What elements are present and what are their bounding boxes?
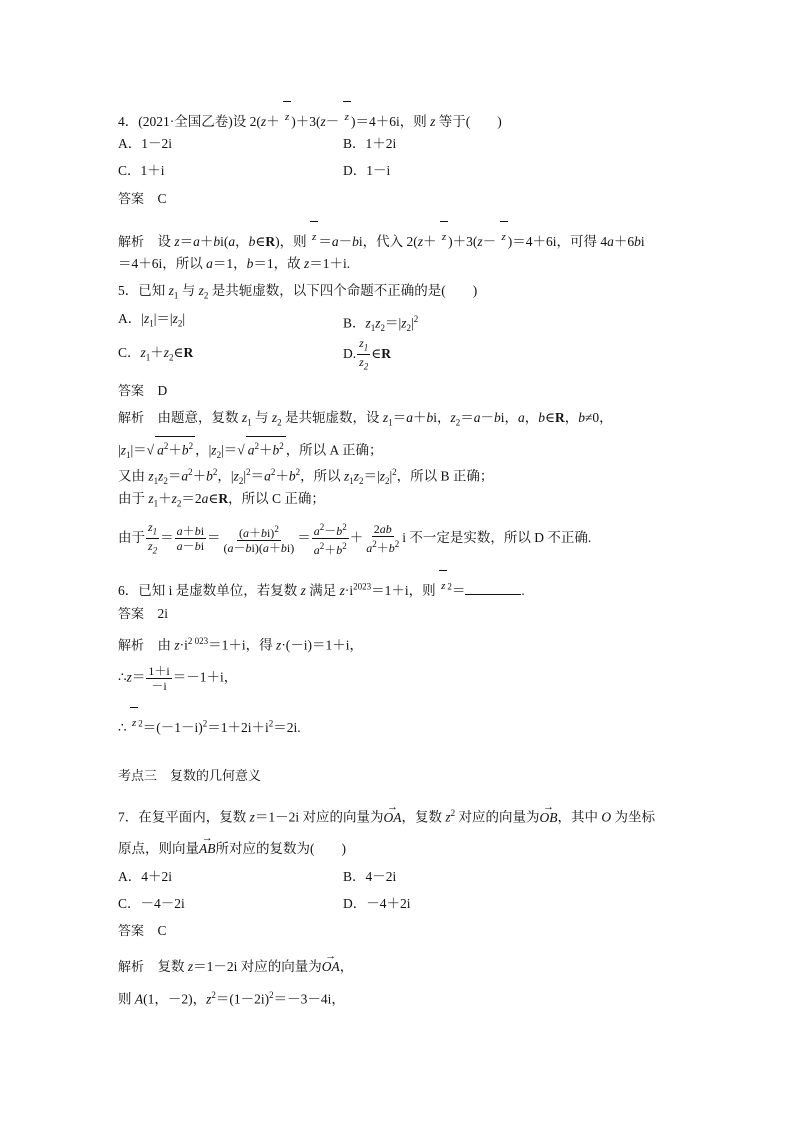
q5-analysis-line-3: 又由 $z_1z_2=a^2+b^2$，$|z_2|^2=a^2+b^2$，所以 $z_1z_2=|z_2|^2$，所以 B 正确； [118,467,494,487]
q5-analysis-line-2: $|z_1|=√$ $a^2+b^2$ ，$|z_2|=√$ $a^2+b^2$ ，所以 A 正确； [118,436,382,464]
q4-option-c: C．1＋i [118,163,165,178]
q5-option-b: B．$z_1z_2=|z_2|^2$ [343,314,419,334]
answer-blank[interactable] [465,582,521,595]
q7-analysis-line-1: 解析 复数 z＝1－2i 对应的向量为→ OA， [118,958,353,977]
q5-analysis-line-4: 由于 $z_1+z_2=2a\in R$，所以 C 正确； [118,491,325,509]
q7-stem-line-2: 原点，则向量→ AB所对应的复数为( ) [118,840,346,858]
q5-option-a: A．$|z_1|=|z_2|$ [118,311,186,329]
q4-option-b: B．1＋2i [343,136,397,151]
q5-answer [118,382,167,401]
q7-option-b: B．4－2i [343,869,397,884]
q4-analysis-line-1: 解析 设 z＝a＋bi(a，b∈R)，则 z ＝a－bi，代入 2(z＋ z )＋3(z－ z )＝4＋6i，可得 4a＋6bi [118,228,645,252]
q5-analysis-line-1: 解析 由题意，复数 $z_1$ 与 $z_2$ 是共轭虚数，设 $z_1=a+bi$，$z_2=a-bi$，a，b∈R，b≠0， [118,410,613,428]
q5-stem: 5．已知 $z_1$ 与 $z_2$ 是共轭虚数，以下四个命题不正确的是( ) [118,283,478,301]
q4-option-a: A．1－2i [118,136,172,151]
q7-option-c: C．－4－2i [118,896,185,911]
q5-analysis-line-5: 由于 $\frac{z_1}{z_2}$ ＝ $\frac{a+bi}{a-bi}$ ＝ $\frac{(a+bi)^2}{(a-bi)(a+bi)}$ ＝ $\frac{a^2-b^2}{a^2+b^2}$ ＋ $\frac{2ab}{a^2+b^2}$ i 不一定是实数，所以 D 不正确. [118,520,592,558]
q4-stem-render: 4．(2021·全国乙卷)设 2(z＋ z )＋3(z－ z )＝4＋6i，则 z 等于( ) [118,114,502,129]
answer-label: 答案 [118,924,145,939]
answer-label: 答案 [118,384,145,399]
q5-option-d: D. $\frac{z_1}{z_2}$ ∈R [343,336,392,372]
analysis-label: 解析 [118,638,145,654]
q4-option-d: D．1－i [343,163,391,178]
q5-option-c: C．$z_1+z_2\in R$ [118,345,194,363]
q7-answer [118,922,167,941]
q7-option-d: D．－4＋2i [343,896,411,911]
q4-analysis-line-2: ＝4＋6i，所以 a＝1，b＝1，故 z＝1＋i. [118,256,351,271]
q6-answer [118,605,168,624]
q5-answer-value: D [157,383,168,398]
q7-option-a: A．4＋2i [118,869,172,884]
analysis-label: 解析 [118,960,145,975]
q6-analysis-line-1: 解析 由 $z\cdot i^{2 023}=1+i$，得 z·(－i)＝1＋i， [118,636,364,654]
q7-answer-value: C [157,923,167,938]
q7-analysis-line-2: 则 A(1，－2)，$z^2=(1-2i)^2=-3-4i$， [118,990,345,1007]
q6-answer-value: 2i [157,606,169,621]
q6-analysis-line-3: ∴ z $^2=(-1-i)^2=1+2i+i^2=2i$. [118,714,301,737]
section-heading: 考点三 复数的几何意义 [118,769,262,784]
answer-label: 答案 [118,607,145,622]
q4-stem [118,108,502,131]
q6-analysis-line-2: ∴z＝ $\frac{1+i}{-i}$ ＝－1＋i， [118,664,238,693]
analysis-label: 解析 [118,411,145,426]
q4-answer [118,190,167,209]
q7-stem-line-1: 7．在复平面内，复数 z＝1－2i 对应的向量为→ OA，复数 $z^2$ 对应的向量为→ OB，其中 O 为坐标 [118,804,655,827]
q6-stem: 6．已知 i 是虚数单位，若复数 z 满足 $z\cdot i^{2023}=1+i$，则 z $^2$＝ . [118,577,525,600]
analysis-label: 解析 [118,235,145,250]
q4-answer-value: C [157,191,167,206]
answer-label: 答案 [118,192,145,207]
